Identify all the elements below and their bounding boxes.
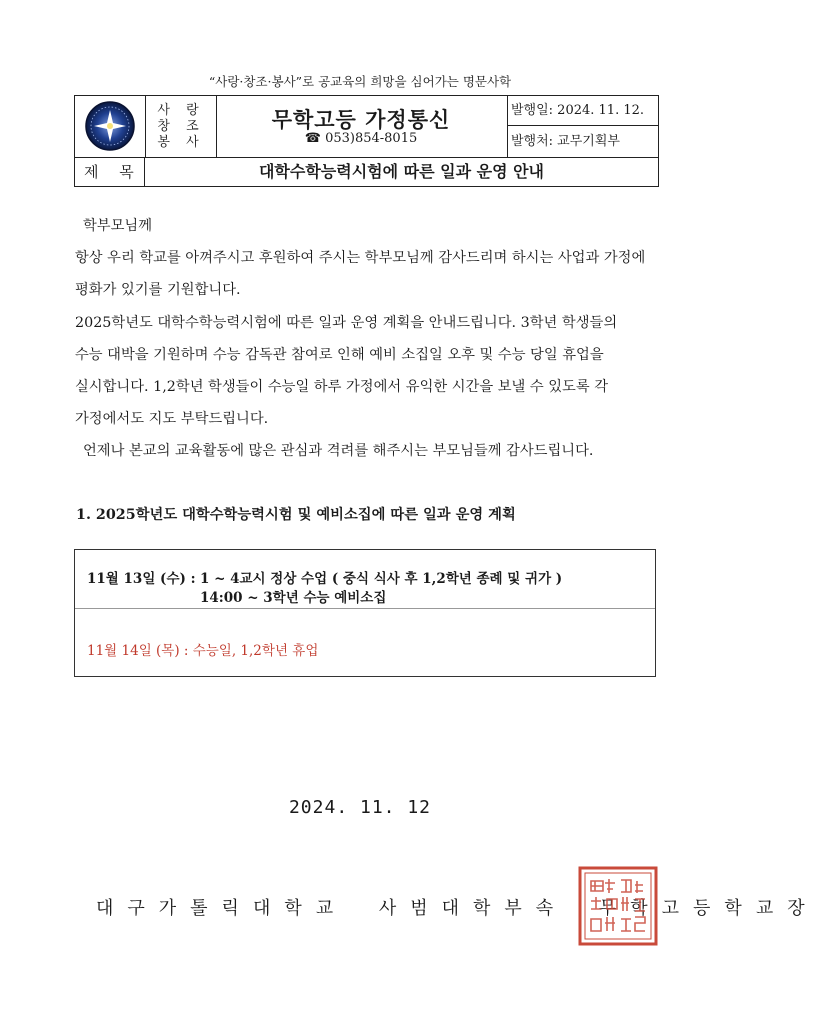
schedule-divider <box>75 608 655 609</box>
subject-title: 대학수학능력시험에 따른 일과 운영 안내 <box>258 162 545 181</box>
day2-line: 11월 14일 (목) : 수능일, 1,2학년 휴업 <box>87 643 319 659</box>
school-emblem-icon <box>75 96 145 157</box>
motto-line-1: 사 랑 <box>157 102 205 118</box>
motto-line-3: 봉 사 <box>157 134 205 150</box>
letterhead <box>74 95 659 187</box>
greeting: 학부모님께 <box>83 218 153 234</box>
schedule-box <box>74 549 656 677</box>
school-motto <box>145 96 217 157</box>
school-slogan: “사랑·창조·봉사”로 공교육의 희망을 심어가는 명문사학 <box>208 74 512 89</box>
issue-date: 발행일: 2024. 11. 12. <box>507 96 658 126</box>
paragraph-line: 2025학년도 대학수학능력시험에 따른 일과 운영 계획을 안내드립니다. 3학년 학생들의 <box>75 314 618 331</box>
motto-line-2: 창 조 <box>157 118 205 134</box>
school-name-signature: 대구가톨릭대학교 사범대학부속 무학고등학교장 <box>96 898 819 919</box>
issue-info <box>507 96 658 157</box>
phone-number: ☎ 053)854-8015 <box>304 131 418 146</box>
paragraph-line: 항상 우리 학교를 아껴주시고 후원하여 주시는 학부모님께 감사드리며 하시는 사업과 가정에 <box>75 250 646 267</box>
section-title: 1. 2025학년도 대학수학능력시험 및 예비소집에 따른 일과 운영 계획 <box>76 507 516 523</box>
letter-body <box>75 210 660 468</box>
subject-label: 제 목 <box>75 158 145 186</box>
paragraph-line: 수능 대박을 기원하며 수능 감독관 참여로 인해 예비 소집일 오후 및 수능 당일 휴업을 <box>75 346 604 363</box>
issuer: 발행처: 교무기획부 <box>511 134 620 149</box>
paragraph-line: 가정에서도 지도 부탁드립니다. <box>75 411 269 428</box>
paragraph-line: 언제나 본교의 교육활동에 많은 관심과 격려를 해주시는 부모님들께 감사드립니다. <box>83 443 594 460</box>
newsletter-title: 무학고등 가정통신 <box>271 107 451 132</box>
day1-label: 11월 13일 (수) : <box>87 571 196 587</box>
newsletter-title-cell <box>215 96 508 157</box>
day1-line-1: 1 ~ 4교시 정상 수업 ( 중식 식사 후 1,2학년 종례 및 귀가 ) <box>200 571 563 587</box>
day1-line-2: 14:00 ~ 3학년 수능 예비소집 <box>200 590 387 606</box>
paragraph-line: 평화가 있기를 기원합니다. <box>75 282 241 299</box>
letter-date: 2024. 11. 12 <box>288 797 432 818</box>
paragraph-line: 실시합니다. 1,2학년 학생들이 수능일 하루 가정에서 유익한 시간을 보낼 수 있도록 각 <box>75 379 609 396</box>
official-seal-icon <box>577 865 659 947</box>
